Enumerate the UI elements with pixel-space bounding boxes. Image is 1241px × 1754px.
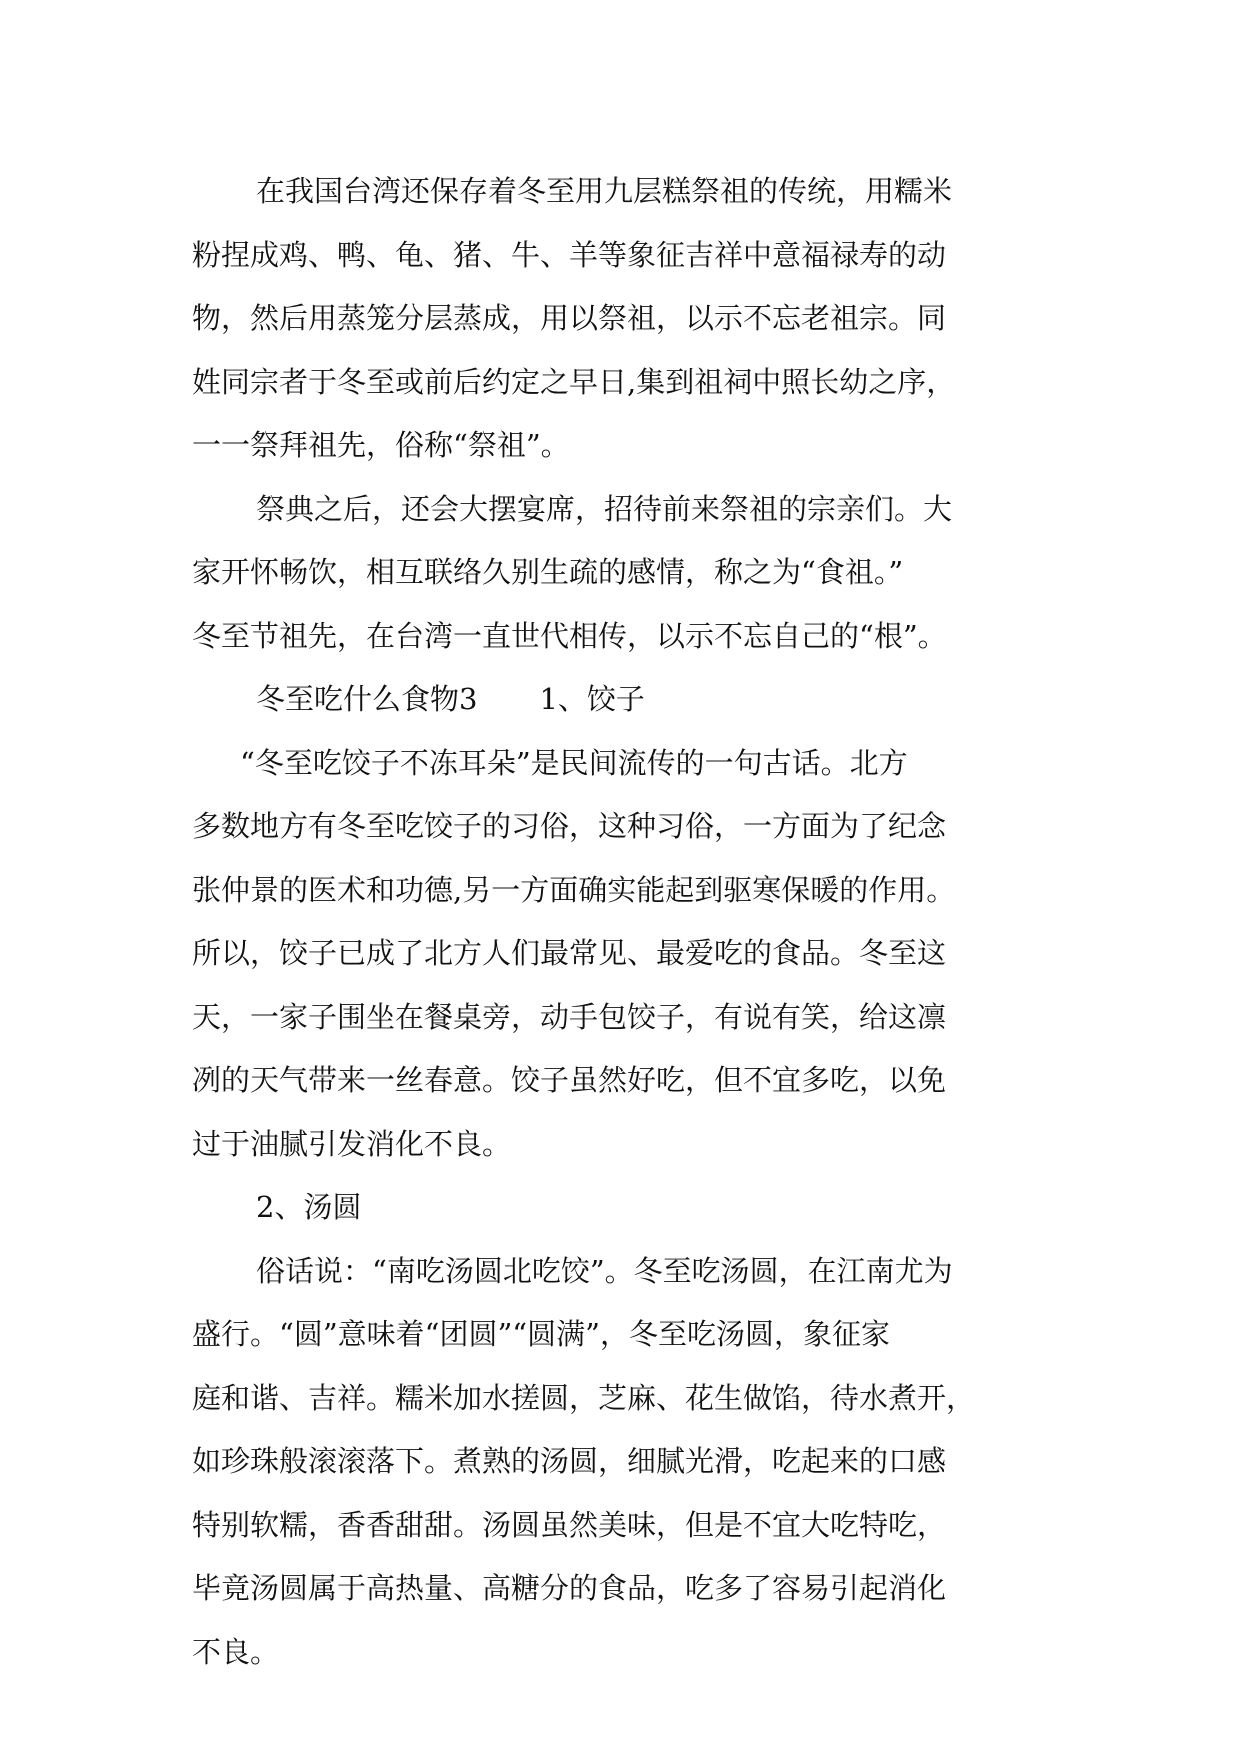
section-heading-title: 冬至吃什么食物3	[256, 682, 478, 716]
item-title-dumplings: 1、饺子	[539, 682, 645, 716]
paragraph-line: 一一祭拜祖先，俗称“祭祖”。	[192, 428, 570, 462]
section-heading	[192, 668, 1072, 732]
paragraph-line: 天，一家子围坐在餐桌旁，动手包饺子，有说有笑，给这凛	[192, 999, 947, 1034]
paragraph-line: 家开怀畅饮，相互联络久别生疏的感情，称之为“食祖。”	[192, 555, 904, 589]
paragraph-line: 粉捏成鸡、鸭、龟、猪、牛、羊等象征吉祥中意福禄寿的动	[192, 237, 947, 272]
item-title-tangyuan: 2、汤圆	[256, 1190, 362, 1224]
paragraph-line: 所以，饺子已成了北方人们最常见、最爱吃的食品。冬至这	[192, 936, 947, 970]
paragraph-line: 不良。	[192, 1634, 280, 1669]
paragraph-line: 冬至节祖先，在台湾一直世代相传，以示不忘自己的“根”。	[192, 618, 947, 653]
paragraph-line: 盛行。“圆”意味着“团圆”“圆满”，冬至吃汤圆，象征家	[192, 1317, 890, 1351]
paragraph-line: 如珍珠般滚滚落下。煮熟的汤圆，细腻光滑，吃起来的口感	[192, 1444, 947, 1478]
paragraph-line: 姓同宗者于冬至或前后约定之早日,集到祖祠中照长幼之序，	[192, 364, 956, 399]
paragraph-line: 过于油腻引发消化不良。	[192, 1126, 512, 1161]
paragraph-line: “冬至吃饺子不冻耳朵”是民间流传的一句古话。北方	[240, 745, 908, 780]
paragraph-line: 物，然后用蒸笼分层蒸成，用以祭祖，以示不忘老祖宗。同	[192, 301, 947, 335]
paragraph-line: 在我国台湾还保存着冬至用九层糕祭祖的传统，用糯米	[256, 174, 953, 208]
paragraph-line: 庭和谐、吉祥。糯米加水搓圆，芝麻、花生做馅，待水煮开，	[192, 1380, 976, 1415]
paragraph-line: 张仲景的医术和功德,另一方面确实能起到驱寒保暖的作用。	[192, 872, 956, 907]
document-body	[192, 160, 1072, 1684]
paragraph-line: 俗话说：“南吃汤圆北吃饺”。冬至吃汤圆，在江南尤为	[256, 1253, 953, 1288]
paragraph-line: 毕竟汤圆属于高热量、高糖分的食品，吃多了容易引起消化	[192, 1571, 947, 1605]
paragraph-line: 多数地方有冬至吃饺子的习俗，这种习俗，一方面为了纪念	[192, 809, 947, 843]
paragraph-line: 冽的天气带来一丝春意。饺子虽然好吃，但不宜多吃，以免	[192, 1063, 947, 1097]
paragraph-line: 祭典之后，还会大摆宴席，招待前来祭祖的宗亲们。大	[256, 491, 953, 526]
paragraph-line: 特别软糯，香香甜甜。汤圆虽然美味，但是不宜大吃特吃，	[192, 1507, 947, 1542]
